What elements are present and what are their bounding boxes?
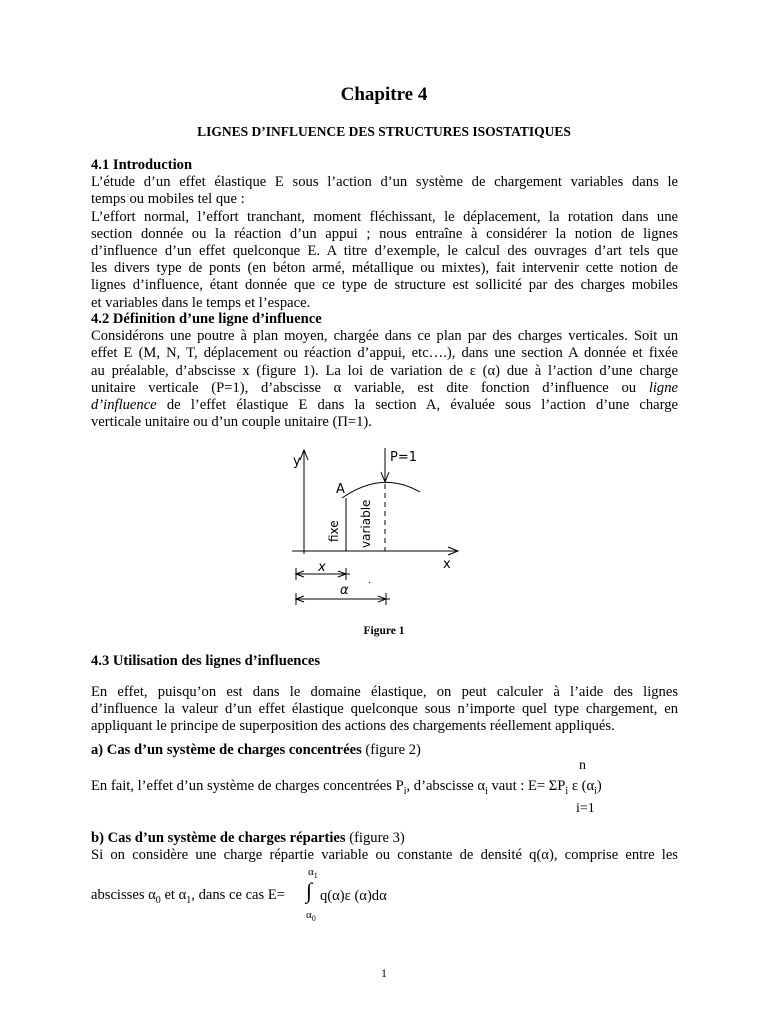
point-a-label: A (336, 482, 345, 497)
paragraph-line: Si on considère une charge répartie variable ou constante de densité q(α), comprise entre les (91, 847, 678, 864)
italic-term: ligne (648, 379, 678, 396)
subscript: i (565, 785, 569, 797)
paragraph-line: L’étude d’un effet élastique E sous l’action d’un système de chargement variables dans le (91, 174, 678, 191)
section-heading: 4.2 Définition d’une ligne d’influence (91, 311, 322, 327)
case-b-label: b) Cas d’un système de charges réparties (91, 830, 346, 846)
paragraph-line: au préalable, d’abscisse x (figure 1). La loi de variation de ε (α) due à l’action d’une charge (91, 362, 678, 379)
x-axis-label: x (443, 557, 451, 572)
paragraph-line: verticale unitaire ou d’un couple unitaire (Π=1). (91, 414, 372, 431)
integrand: q(α)ε (α)dα (320, 888, 387, 904)
text: , d’abscisse α (406, 778, 486, 794)
paragraph-line: appliquant le principe de superposition des actions des chargements réellement appliqués. (91, 718, 615, 735)
section-heading: 4.1 Introduction (91, 157, 193, 173)
paragraph-line: d’influence la valeur d’un effet élastique quelconque sous n’importe quel type chargement, en (91, 701, 678, 718)
integral-sign: ∫ (306, 878, 313, 903)
subscript: i (594, 785, 597, 797)
text: , dans ce cas E= (191, 887, 286, 903)
line-text: unitaire verticale (P=1), d’abscisse α variable, est dite fonction d’influence ou (91, 379, 637, 396)
limit-symbol: α (306, 909, 312, 921)
paragraph-line: effet E (M, N, T, déplacement ou réaction d’appui, etc….), dans une section A donnée et fixée (91, 345, 678, 362)
y-axis-label: y (293, 454, 301, 469)
paragraph-line: les divers type de ponts (en béton armé, métallique ou mixtes), fait intervenir cette notion de (91, 260, 678, 277)
fixed-label: fixe (327, 520, 341, 542)
dimension-x-label: x (318, 560, 326, 575)
section-4-3-heading (91, 653, 678, 670)
paragraph-line: et variables dans le temps et l’espace. (91, 294, 311, 311)
subscript: i (485, 785, 488, 797)
text: vaut : E= ΣP (487, 778, 566, 794)
paragraph-line: d’influence d’un effet quelconque E. A titre d’exemple, le calcul des ouvrages d’art tels que (91, 243, 678, 260)
case-a-ref: (figure 2) (361, 742, 421, 758)
paragraph-line: section donnée ou la réaction d’un appui ; nous entraîne à considérer la notion de lignes (91, 225, 678, 242)
subscript: 0 (155, 894, 161, 906)
integral-lower-limit (306, 909, 316, 923)
document-title: LIGNES D’INFLUENCE DES STRUCTURES ISOSTATIQUES (197, 124, 571, 139)
subscript: 0 (311, 914, 316, 924)
text: et α (160, 887, 187, 903)
influence-curve (342, 482, 420, 498)
text: abscisses α (91, 887, 156, 903)
case-b-formula-line (91, 887, 285, 906)
paragraph-line: temps ou mobiles tel que : (91, 191, 245, 208)
figure-mark: . (368, 575, 372, 586)
subscript: i (403, 785, 407, 797)
section-4-3-body (91, 684, 678, 736)
chapter-title: Chapitre 4 (340, 84, 428, 105)
case-a-label: a) Cas d’un système de charges concentrées (91, 742, 362, 758)
dimension-alpha-label: α (340, 583, 349, 598)
load-label: P=1 (390, 450, 418, 465)
sum-upper-limit: n (579, 758, 586, 773)
section-heading: 4.3 Utilisation des lignes d’influences (91, 653, 321, 669)
page-number: 1 (381, 966, 387, 980)
italic-term: d’influence (91, 397, 157, 414)
case-a-formula-line (91, 778, 678, 800)
paragraph-line: Considérons une poutre à plan moyen, chargée dans ce plan par des charges verticales. Soit un (91, 328, 678, 345)
case-a-title (91, 742, 678, 759)
case-a-heading (91, 742, 678, 759)
paragraph-line: L’effort normal, l’effort tranchant, moment fléchissant, le déplacement, la rotation dans une (91, 208, 678, 225)
line-text: de l’effet élastique E dans la section A, évaluée sous l’action d’une charge (166, 397, 679, 414)
subscript: 1 (313, 871, 318, 881)
text: En fait, l’effet d’un système de charges concentrées P (91, 778, 404, 794)
case-b-title (91, 830, 678, 847)
formula-text (91, 778, 678, 800)
figure-1-diagram (260, 440, 480, 610)
paragraph-line (91, 380, 678, 397)
paragraph-line: En effet, puisqu’on est dans le domaine élastique, on peut calculer à l’aide des lignes (91, 684, 678, 700)
section-4-1 (91, 157, 678, 312)
section-4-2 (91, 311, 678, 431)
text: ε (α (568, 778, 595, 794)
subscript: 1 (186, 894, 192, 906)
case-b-heading (91, 830, 678, 864)
paragraph-line (91, 397, 678, 414)
figure-caption: Figure 1 (363, 625, 405, 637)
paragraph-line: lignes d’influence, étant donnée que ce type de structure est sollicité par des charges mobiles (91, 277, 678, 294)
limit-symbol: α (308, 866, 314, 878)
variable-label: variable (359, 499, 373, 548)
case-b-ref: (figure 3) (345, 830, 405, 846)
sum-lower-limit: i=1 (576, 801, 595, 816)
text: ) (596, 778, 602, 794)
